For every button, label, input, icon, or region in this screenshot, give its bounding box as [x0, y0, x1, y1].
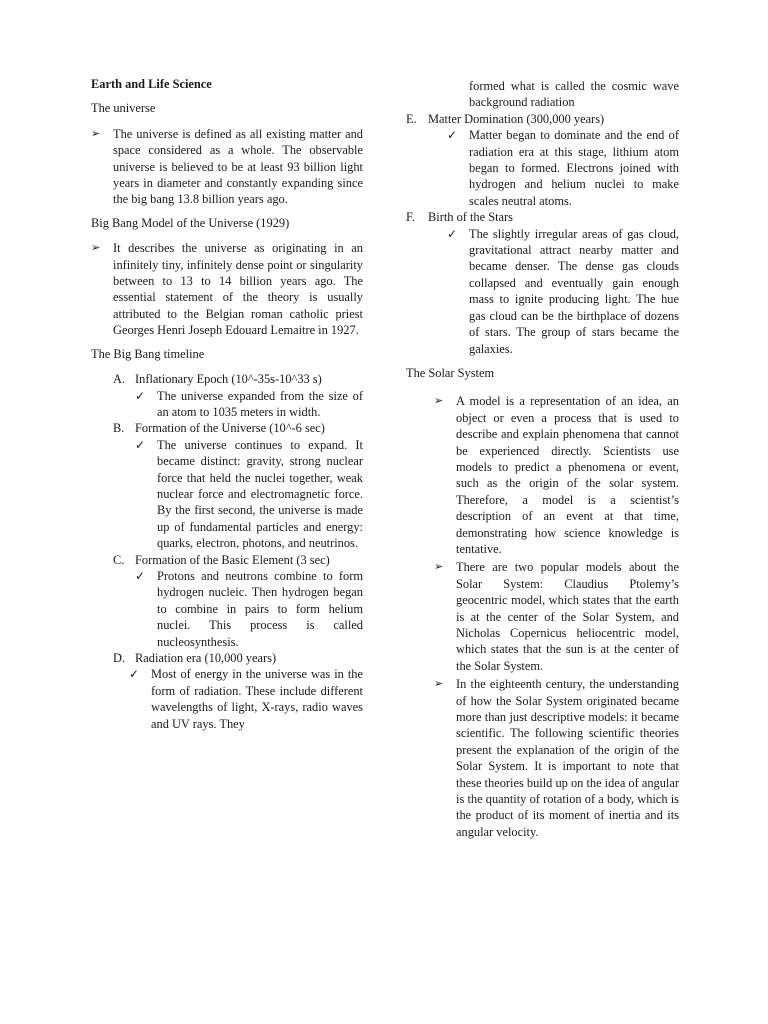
arrow-bullet-icon: ➢ [434, 678, 444, 691]
check-item [135, 437, 363, 552]
arrow-bullet-icon: ➢ [434, 395, 444, 408]
section-heading-universe: The universe [91, 101, 156, 116]
check-icon: ✓ [135, 437, 146, 452]
left-column [91, 76, 363, 732]
timeline-item-e [406, 111, 679, 127]
document-title: Earth and Life Science [91, 77, 212, 91]
bullet-text: In the eighteenth century, the understanding of how the Solar System originated became more than just descriptive models: it became scientific. The following scientific theories present the explanation of the origin of the Solar System. It is important to note that these theories build up on the idea of angular is the quantity of rotation of a body, which is the product of its moment of inertia and its angular velocity. [456, 677, 679, 839]
check-item [135, 568, 363, 650]
item-label: Radiation era (10,000 years) [135, 651, 277, 665]
timeline-item-a [113, 371, 363, 387]
section-heading-timeline: The Big Bang timeline [91, 346, 205, 361]
check-text: The slightly irregular areas of gas cloud, gravitational attract nearby matter and became denser. The dense gas clouds collapsed and eventually gain enough mass to ignite producing light. The hue gas cloud can be the birthplace of dozens of stars. The group of stars became the galaxies. [469, 226, 679, 356]
item-label: Inflationary Epoch (10^-35s-10^33 s) [135, 372, 322, 387]
timeline-item-d [113, 650, 363, 666]
list-item [434, 559, 679, 674]
timeline-item-c [113, 552, 363, 568]
list-item [434, 393, 679, 557]
check-text: The universe expanded from the size of an atom to 1035 meters in width. [157, 388, 363, 419]
item-label: Formation of the Basic Element (3 sec) [135, 552, 330, 567]
check-icon: ✓ [129, 667, 140, 682]
item-letter: E. [406, 111, 417, 126]
item-label: Birth of the Stars [428, 210, 514, 225]
list-item [434, 676, 679, 840]
check-text-continued: formed what is called the cosmic wave background radiation [469, 79, 679, 110]
list-item [91, 240, 363, 338]
right-column [406, 78, 679, 847]
arrow-bullet-icon: ➢ [91, 127, 101, 140]
check-item [447, 226, 679, 357]
item-label: Formation of the Universe (10^-6 sec) [135, 421, 325, 436]
check-text: Protons and neutrons combine to form hydrogen nucleic. Then hydrogen began to combine in pairs to form helium nuclei. This process is called nucleosynthesis. [157, 568, 363, 649]
check-text: Matter began to dominate and the end of radiation era at this stage, lithium atom began to formed. Electrons joined with hydrogen and helium nuclei to make scales neutral atoms. [469, 128, 679, 208]
item-label: Matter Domination (300,000 years) [428, 111, 605, 126]
check-text: Most of energy in the universe was in the form of radiation. These include different wavelengths of light, X-rays, radio waves and UV rays. They [151, 667, 363, 731]
bullet-text: The universe is defined as all existing matter and space considered as a whole. The observable universe is believed to be at least 93 billion light years in diameter and constantly expanding since the big bang 13.8 billion years ago. [113, 126, 363, 207]
bullet-text: There are two popular models about the Solar System: Claudius Ptolemy’s geocentric model, which states that the earth is at the center of the Solar System, and Nicholas Copernicus heliocentric model, which states that the sun is at the center of the Solar System. [456, 560, 679, 673]
check-item [135, 388, 363, 421]
check-icon: ✓ [447, 226, 458, 241]
section-heading-solar-system: The Solar System [406, 365, 495, 380]
bullet-text: It describes the universe as originating in an infinitely tiny, infinitely dense point or singularity between to 13 to 14 billion years ago. The essential statement of the theory is usually attributed to the Belgian roman catholic priest Georges Henri Joseph Edouard Lemaitre in 1927. [113, 241, 363, 338]
list-item [91, 126, 363, 208]
arrow-bullet-icon: ➢ [91, 242, 101, 255]
check-item [447, 127, 679, 209]
check-icon: ✓ [135, 388, 146, 403]
check-icon: ✓ [135, 568, 146, 583]
check-item [129, 666, 363, 732]
item-letter: B. [113, 421, 125, 436]
item-letter: A. [113, 372, 126, 387]
arrow-bullet-icon: ➢ [434, 561, 444, 574]
item-letter: D. [113, 651, 126, 665]
item-letter: C. [113, 552, 125, 567]
check-text: The universe continues to expand. It became distinct: gravity, strong nuclear force that held the nuclei together, weak nuclear force and electromagnetic force. By the first second, the universe is made up of fundamental particles and energy: quarks, electron, photons, and neutrinos. [157, 437, 363, 551]
timeline-item-b [113, 420, 363, 436]
check-icon: ✓ [447, 128, 458, 143]
item-letter: F. [406, 210, 415, 225]
section-heading-bigbang-model: Big Bang Model of the Universe (1929) [91, 215, 290, 230]
bullet-text: A model is a representation of an idea, an object or even a process that is used to describe and explain phenomena that cannot be experienced directly. Scientists use models to predict a phenomena or event, such as the origin of the solar system. Therefore, a model is a scientist’s description of an event at that time, demonstrating how science knowledge is tentative. [456, 394, 679, 556]
timeline-item-f [406, 209, 679, 225]
